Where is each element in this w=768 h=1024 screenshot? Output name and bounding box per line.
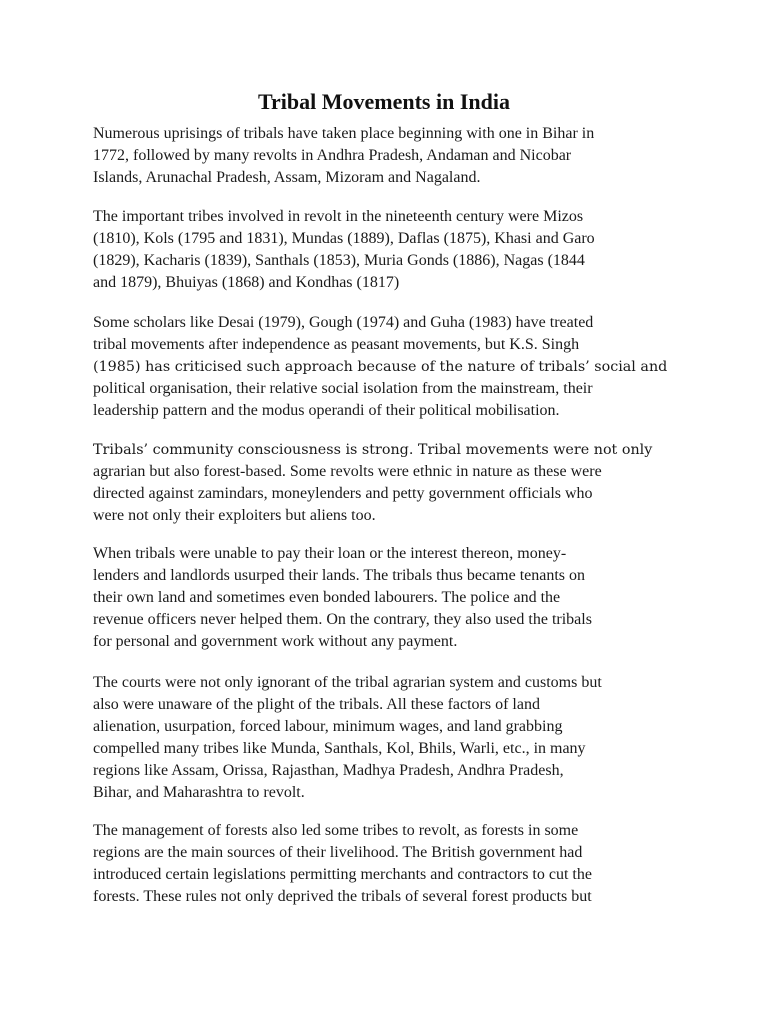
text-line: 1772, followed by many revolts in Andhra Pradesh, Andaman and Nicobar: [93, 147, 572, 164]
text-line: alienation, usurpation, forced labour, minimum wages, and land grabbing: [93, 718, 563, 735]
paragraph-forests: [93, 820, 693, 908]
text-line: Tribals’ community consciousness is strong. Tribal movements were not only: [93, 442, 653, 458]
page-title: Tribal Movements in India: [257, 89, 510, 114]
text-line: Bihar, and Maharashtra to revolt.: [93, 784, 305, 801]
paragraph-uprisings: [93, 123, 693, 189]
text-line: political organisation, their relative social isolation from the mainstream, their: [93, 380, 593, 397]
text-line: revenue officers never helped them. On the contrary, they also used the tribals: [93, 611, 592, 628]
paragraph-community-consciousness: [93, 439, 693, 527]
text-line: compelled many tribes like Munda, Santhals, Kol, Bhils, Warli, etc., in many: [93, 740, 586, 757]
text-line: and 1879), Bhuiyas (1868) and Kondhas (1817): [93, 274, 400, 291]
text-line: When tribals were unable to pay their loan or the interest thereon, money-: [93, 545, 567, 562]
text-line: for personal and government work without any payment.: [93, 633, 458, 650]
text-line: forests. These rules not only deprived the tribals of several forest products but: [93, 888, 592, 905]
paragraph-important-tribes: [93, 206, 693, 294]
text-line: also were unaware of the plight of the tribals. All these factors of land: [93, 696, 540, 713]
paragraph-loans: [93, 543, 693, 653]
text-line: (1985) has criticised such approach because of the nature of tribals’ social and: [93, 359, 668, 375]
text-line: agrarian but also forest-based. Some revolts were ethnic in nature as these were: [93, 463, 602, 480]
paragraph-scholars: [93, 312, 693, 422]
text-line: were not only their exploiters but aliens too.: [93, 507, 376, 524]
text-line: Some scholars like Desai (1979), Gough (1974) and Guha (1983) have treated: [93, 314, 594, 331]
text-line: their own land and sometimes even bonded labourers. The police and the: [93, 589, 561, 606]
text-line: (1829), Kacharis (1839), Santhals (1853), Muria Gonds (1886), Nagas (1844: [93, 252, 585, 269]
text-line: Islands, Arunachal Pradesh, Assam, Mizoram and Nagaland.: [93, 169, 481, 186]
text-line: directed against zamindars, moneylenders and petty government officials who: [93, 485, 593, 502]
text-line: The courts were not only ignorant of the tribal agrarian system and customs but: [93, 674, 602, 691]
text-line: tribal movements after independence as peasant movements, but K.S. Singh: [93, 336, 580, 353]
text-line: (1810), Kols (1795 and 1831), Mundas (1889), Daflas (1875), Khasi and Garo: [93, 230, 595, 247]
text-line: introduced certain legislations permitting merchants and contractors to cut the: [93, 866, 592, 883]
text-line: regions are the main sources of their livelihood. The British government had: [93, 844, 583, 861]
text-line: lenders and landlords usurped their lands. The tribals thus became tenants on: [93, 567, 586, 584]
text-line: regions like Assam, Orissa, Rajasthan, Madhya Pradesh, Andhra Pradesh,: [93, 762, 564, 779]
paragraph-courts: [93, 672, 693, 804]
text-line: Numerous uprisings of tribals have taken place beginning with one in Bihar in: [93, 125, 595, 142]
text-line: The management of forests also led some tribes to revolt, as forests in some: [93, 822, 579, 839]
text-line: The important tribes involved in revolt in the nineteenth century were Mizos: [93, 208, 584, 225]
text-line: leadership pattern and the modus operandi of their political mobilisation.: [93, 402, 560, 419]
